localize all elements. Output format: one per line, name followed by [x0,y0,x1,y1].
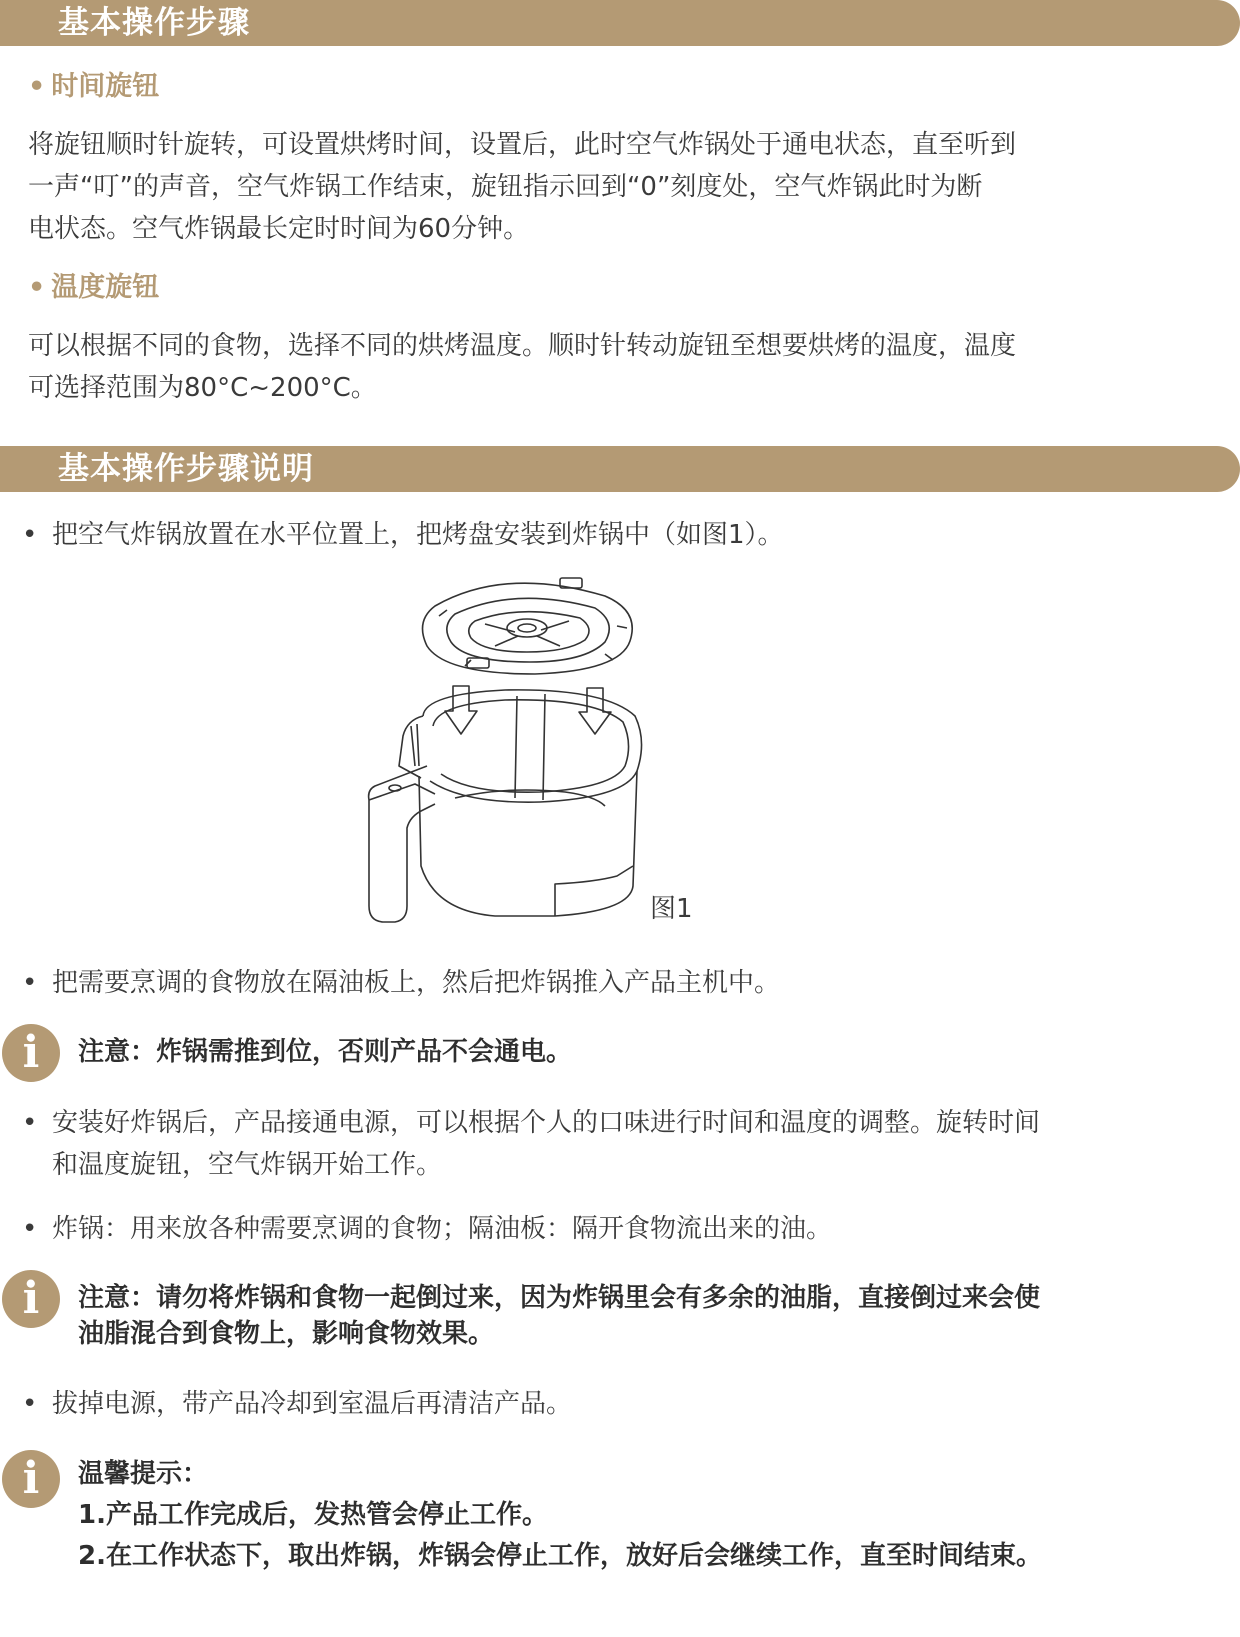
section-title: 基本操作步骤 [58,5,250,41]
bullet-dot: • [22,520,38,550]
bullet-item [22,514,1232,556]
time-knob-heading [28,70,159,104]
bullet-dot: • [22,1389,38,1419]
tips-item: 2.在工作状态下，取出炸锅，炸锅会停止工作，放好后会继续工作，直至时间结束。 [78,1541,1042,1571]
figure-label: 图1 [650,894,693,924]
bullet-dot: • [22,1214,38,1244]
text-line: 和温度旋钮，空气炸锅开始工作。 [52,1150,443,1180]
bullet-text [52,1102,1040,1186]
bullet-item [22,1102,1232,1186]
text-line: 可以根据不同的食物，选择不同的烘烤温度。顺时针转动旋钮至想要烘烤的温度，温度 [28,331,1017,361]
info-icon: i [2,1024,60,1082]
bullet-dot: • [22,1108,38,1138]
info-icon: i [2,1270,60,1328]
air-fryer-basket-illustration [355,566,715,936]
bullet-dot: • [28,272,46,303]
section-banner-steps-explained [0,446,1240,492]
tips-text [78,1454,1218,1577]
section-banner-basic-steps [0,0,1240,46]
bullet-text: 拔掉电源，带产品冷却到室温后再清洁产品。 [52,1389,573,1419]
bullet-text: 把需要烹调的食物放在隔油板上，然后把炸锅推入产品主机中。 [52,968,781,998]
bullet-text: 炸锅：用来放各种需要烹调的食物；隔油板：隔开食物流出来的油。 [52,1214,833,1244]
bullet-item [22,962,1232,1004]
text-line: 可选择范围为80°C~200°C。 [28,373,377,403]
temp-knob-heading-text: 温度旋钮 [51,272,160,303]
note-text: 注意：炸锅需推到位，否则产品不会通电。 [78,1037,573,1067]
temp-knob-heading [28,271,159,305]
text-line: 注意：请勿将炸锅和食物一起倒过来，因为炸锅里会有多余的油脂，直接倒过来会使 [78,1283,1041,1313]
time-knob-description [28,124,1218,250]
bullet-text: 把空气炸锅放置在水平位置上，把烤盘安装到炸锅中（如图1）。 [52,520,784,550]
bullet-dot: • [28,71,46,102]
text-line: 将旋钮顺时针旋转，可设置烘烤时间，设置后，此时空气炸锅处于通电状态，直至听到 [28,130,1017,160]
text-line: 电状态。空气炸锅最长定时时间为60分钟。 [28,214,530,244]
text-line: 油脂混合到食物上，影响食物效果。 [78,1319,495,1349]
info-icon: i [2,1450,60,1508]
time-knob-heading-text: 时间旋钮 [51,71,160,102]
temp-knob-description [28,325,1218,409]
tips-title: 温馨提示： [78,1459,209,1489]
note-text [78,1280,1218,1352]
tips-item: 1.产品工作完成后，发热管会停止工作。 [78,1500,548,1530]
bullet-item [22,1208,1232,1250]
text-line: 安装好炸锅后，产品接通电源，可以根据个人的口味进行时间和温度的调整。旋转时间 [52,1108,1041,1138]
text-line: 一声“叮”的声音，空气炸锅工作结束，旋钮指示回到“0”刻度处，空气炸锅此时为断 [28,172,983,202]
bullet-dot: • [22,968,38,998]
section-title: 基本操作步骤说明 [58,451,314,487]
bullet-item [22,1383,1232,1425]
